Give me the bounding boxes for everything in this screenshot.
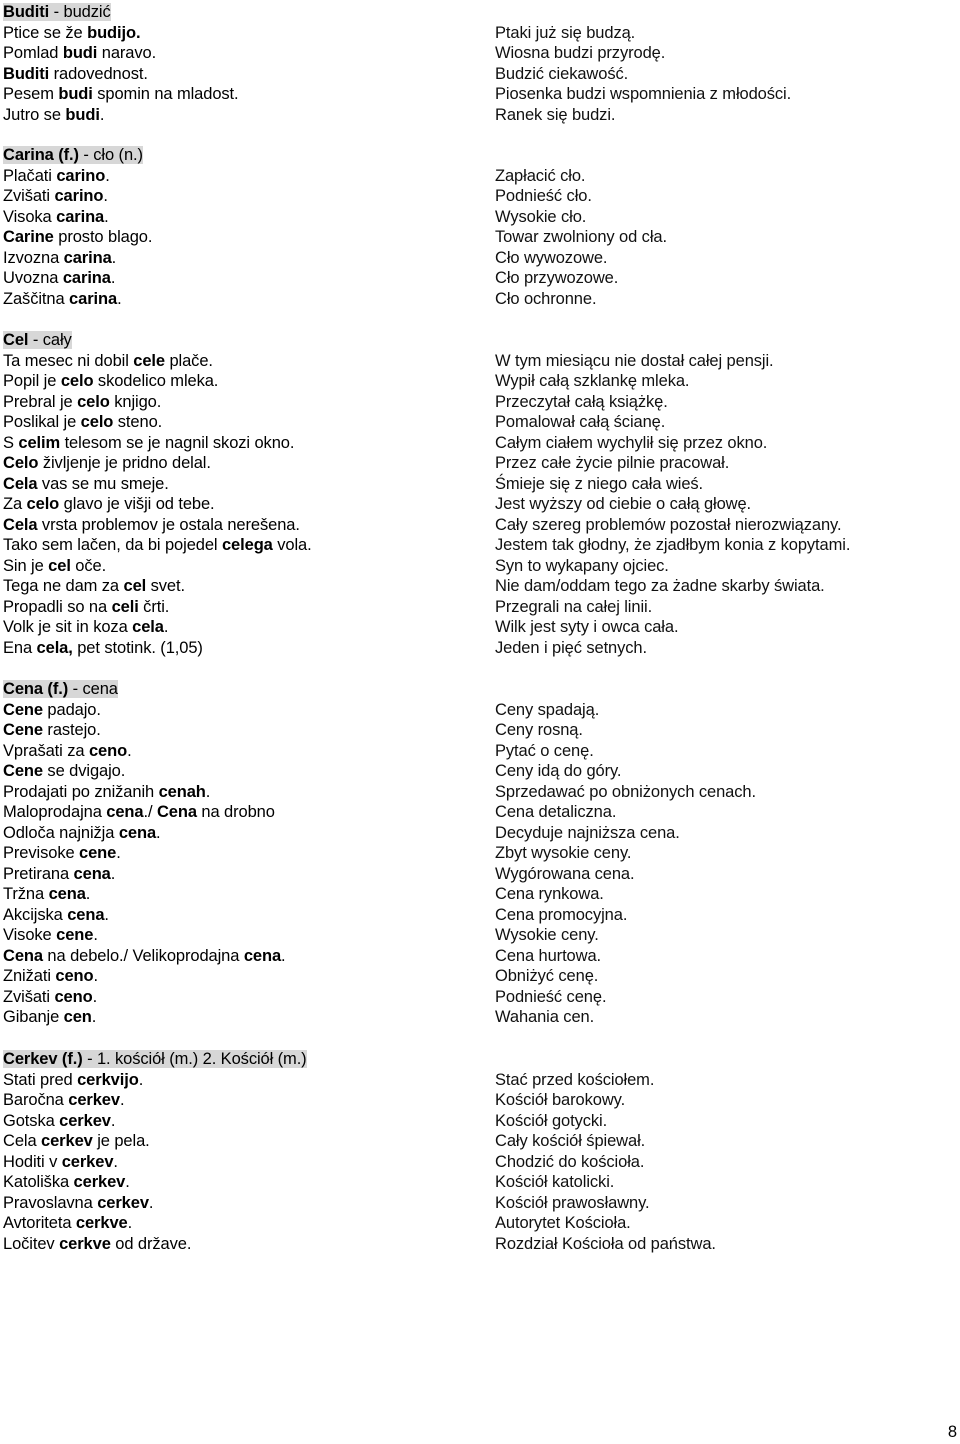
slovene-phrase: Izvozna carina.: [3, 248, 117, 267]
slovene-phrase: Pravoslavna cerkev.: [3, 1193, 154, 1212]
slovene-phrase: Za celo glavo je višji od tebe.: [3, 495, 215, 513]
heading-highlight: Buditi - budzić: [3, 3, 111, 21]
slovene-phrase: Znižati ceno.: [3, 967, 98, 985]
slovene-phrase: Ta mesec ni dobil cele plače.: [3, 351, 213, 370]
polish-translation: Ceny spadają.: [495, 700, 600, 719]
polish-translation: Wygórowana cena.: [495, 864, 635, 883]
polish-translation: Jeden i pięć setnych.: [495, 638, 647, 657]
polish-translation: Jestem tak głodny, że zjadłbym konia z kopytami.: [495, 536, 851, 554]
polish-translation: Całym ciałem wychylił się przez okno.: [495, 433, 768, 452]
polish-translation: Towar zwolniony od cła.: [495, 228, 667, 246]
polish-translation: Ranek się budzi.: [495, 105, 616, 124]
slovene-phrase: Jutro se budi.: [3, 105, 105, 124]
slovene-phrase: Cene rastejo.: [3, 721, 101, 739]
slovene-phrase: Maloprodajna cena./ Cena na drobno: [3, 803, 275, 821]
slovene-phrase: Sin je cel oče.: [3, 556, 107, 575]
slovene-phrase: Cene padajo.: [3, 700, 101, 719]
slovene-phrase: Katoliška cerkev.: [3, 1173, 130, 1191]
polish-translation: Nie dam/oddam tego za żadne skarby świata.: [495, 577, 825, 595]
polish-translation: Pytać o cenę.: [495, 741, 594, 760]
polish-translation: Syn to wykapany ojciec.: [495, 556, 669, 575]
slovene-phrase: Propadli so na celi črti.: [3, 597, 170, 616]
slovene-phrase: Buditi radovednost.: [3, 64, 148, 83]
polish-translation: Decyduje najniższa cena.: [495, 823, 680, 842]
slovene-phrase: Ena cela, pet stotink. (1,05): [3, 638, 203, 657]
polish-translation: Cena rynkowa.: [495, 885, 604, 903]
polish-translation: Podnieść cło.: [495, 187, 592, 205]
polish-translation: Piosenka budzi wspomnienia z młodości.: [495, 85, 792, 103]
polish-translation: Cena detaliczna.: [495, 803, 617, 821]
slovene-phrase: Uvozna carina.: [3, 269, 116, 287]
slovene-phrase: Gibanje cen.: [3, 1008, 97, 1026]
slovene-phrase: Cela cerkev je pela.: [3, 1132, 150, 1150]
polish-translation: Przeczytał całą książkę.: [495, 392, 668, 411]
slovene-phrase: Stati pred cerkvijo.: [3, 1070, 144, 1089]
polish-translation: Jest wyższy od ciebie o całą głowę.: [495, 495, 752, 513]
polish-translation: Kościół barokowy.: [495, 1091, 626, 1109]
polish-translation: Wilk jest syty i owca cała.: [495, 618, 679, 636]
slovene-phrase: Previsoke cene.: [3, 844, 121, 862]
polish-translation: Śmieje się z niego cała wieś.: [495, 474, 704, 493]
polish-translation: Zapłacić cło.: [495, 166, 586, 185]
polish-translation: Podnieść cenę.: [495, 987, 607, 1006]
section-heading: [3, 145, 143, 166]
slovene-phrase: Ptice se že budijo.: [3, 23, 141, 42]
polish-translation: Cło ochronne.: [495, 289, 597, 308]
section-heading: [3, 1049, 307, 1070]
polish-translation: Wiosna budzi przyrodę.: [495, 44, 666, 62]
polish-translation: Kościół katolicki.: [495, 1173, 615, 1191]
section-heading: [3, 2, 111, 23]
slovene-phrase: Tega ne dam za cel svet.: [3, 577, 185, 595]
slovene-phrase: Cene se dvigajo.: [3, 762, 126, 780]
polish-translation: Autorytet Kościoła.: [495, 1214, 631, 1232]
slovene-phrase: Plačati carino.: [3, 166, 110, 185]
slovene-phrase: Vprašati za ceno.: [3, 741, 132, 760]
slovene-phrase: Pretirana cena.: [3, 864, 116, 883]
slovene-phrase: Gotska cerkev.: [3, 1111, 116, 1130]
slovene-phrase: Prodajati po znižanih cenah.: [3, 782, 211, 801]
polish-translation: Rozdział Kościoła od państwa.: [495, 1234, 716, 1253]
slovene-phrase: Pesem budi spomin na mladost.: [3, 85, 239, 103]
polish-translation: Przegrali na całej linii.: [495, 597, 653, 616]
slovene-phrase: Visoke cene.: [3, 926, 98, 944]
polish-translation: Wysokie cło.: [495, 207, 587, 226]
polish-translation: Cały kościół śpiewał.: [495, 1132, 646, 1150]
slovene-phrase: Celo življenje je pridno delal.: [3, 454, 211, 472]
polish-translation: Wypił całą szklankę mleka.: [495, 372, 690, 390]
slovene-phrase: Zvišati ceno.: [3, 987, 98, 1006]
polish-translation: Sprzedawać po obniżonych cenach.: [495, 782, 756, 801]
polish-translation: Stać przed kościołem.: [495, 1070, 655, 1089]
heading-highlight: Cel - cały: [3, 331, 72, 349]
slovene-phrase: Cela vrsta problemov je ostala nerešena.: [3, 515, 300, 534]
polish-translation: Kościół gotycki.: [495, 1111, 608, 1130]
heading-highlight: Carina (f.) - cło (n.): [3, 146, 143, 164]
slovene-phrase: Odloča najnižja cena.: [3, 823, 161, 842]
slovene-phrase: Cela vas se mu smeje.: [3, 474, 169, 493]
slovene-phrase: Visoka carina.: [3, 207, 109, 226]
polish-translation: Przez całe życie pilnie pracował.: [495, 454, 730, 472]
slovene-phrase: Ločitev cerkve od države.: [3, 1234, 192, 1253]
slovene-phrase: Popil je celo skodelico mleka.: [3, 372, 219, 390]
slovene-phrase: Volk je sit in koza cela.: [3, 618, 169, 636]
slovene-phrase: Tako sem lačen, da bi pojedel celega vola.: [3, 536, 312, 554]
slovene-phrase: Zaščitna carina.: [3, 289, 122, 308]
polish-translation: Ceny rosną.: [495, 721, 583, 739]
polish-translation: W tym miesiącu nie dostał całej pensji.: [495, 351, 774, 370]
slovene-phrase: Hoditi v cerkev.: [3, 1152, 118, 1171]
polish-translation: Chodzić do kościoła.: [495, 1152, 645, 1171]
heading-highlight: Cena (f.) - cena: [3, 680, 118, 698]
heading-highlight: Cerkev (f.) - 1. kościół (m.) 2. Kościół (m.): [3, 1050, 307, 1068]
polish-translation: Ceny idą do góry.: [495, 762, 622, 780]
page-number: 8: [947, 1423, 957, 1441]
polish-translation: Ptaki już się budzą.: [495, 23, 636, 42]
polish-translation: Cena hurtowa.: [495, 946, 602, 965]
polish-translation: Cena promocyjna.: [495, 905, 628, 924]
slovene-phrase: Avtoriteta cerkve.: [3, 1214, 133, 1232]
polish-translation: Cło przywozowe.: [495, 269, 619, 287]
slovene-phrase: Pomlad budi naravo.: [3, 44, 157, 62]
polish-translation: Cło wywozowe.: [495, 248, 608, 267]
slovene-phrase: Baročna cerkev.: [3, 1091, 125, 1109]
section-heading: [3, 679, 118, 700]
slovene-phrase: Poslikal je celo steno.: [3, 413, 163, 431]
slovene-phrase: Zvišati carino.: [3, 187, 108, 205]
slovene-phrase: S celim telesom se je nagnil skozi okno.: [3, 433, 295, 452]
polish-translation: Zbyt wysokie ceny.: [495, 844, 632, 862]
slovene-phrase: Tržna cena.: [3, 885, 91, 903]
polish-translation: Cały szereg problemów pozostał nierozwiązany.: [495, 515, 842, 534]
slovene-phrase: Cena na debelo./ Velikoprodajna cena.: [3, 946, 286, 965]
slovene-phrase: Carine prosto blago.: [3, 228, 153, 246]
section-heading: [3, 330, 72, 351]
slovene-phrase: Akcijska cena.: [3, 905, 109, 924]
slovene-phrase: Prebral je celo knjigo.: [3, 392, 162, 411]
polish-translation: Budzić ciekawość.: [495, 64, 629, 83]
polish-translation: Wysokie ceny.: [495, 926, 599, 944]
polish-translation: Obniżyć cenę.: [495, 967, 599, 985]
polish-translation: Wahania cen.: [495, 1008, 595, 1026]
polish-translation: Kościół prawosławny.: [495, 1193, 650, 1212]
polish-translation: Pomalował całą ścianę.: [495, 413, 666, 431]
